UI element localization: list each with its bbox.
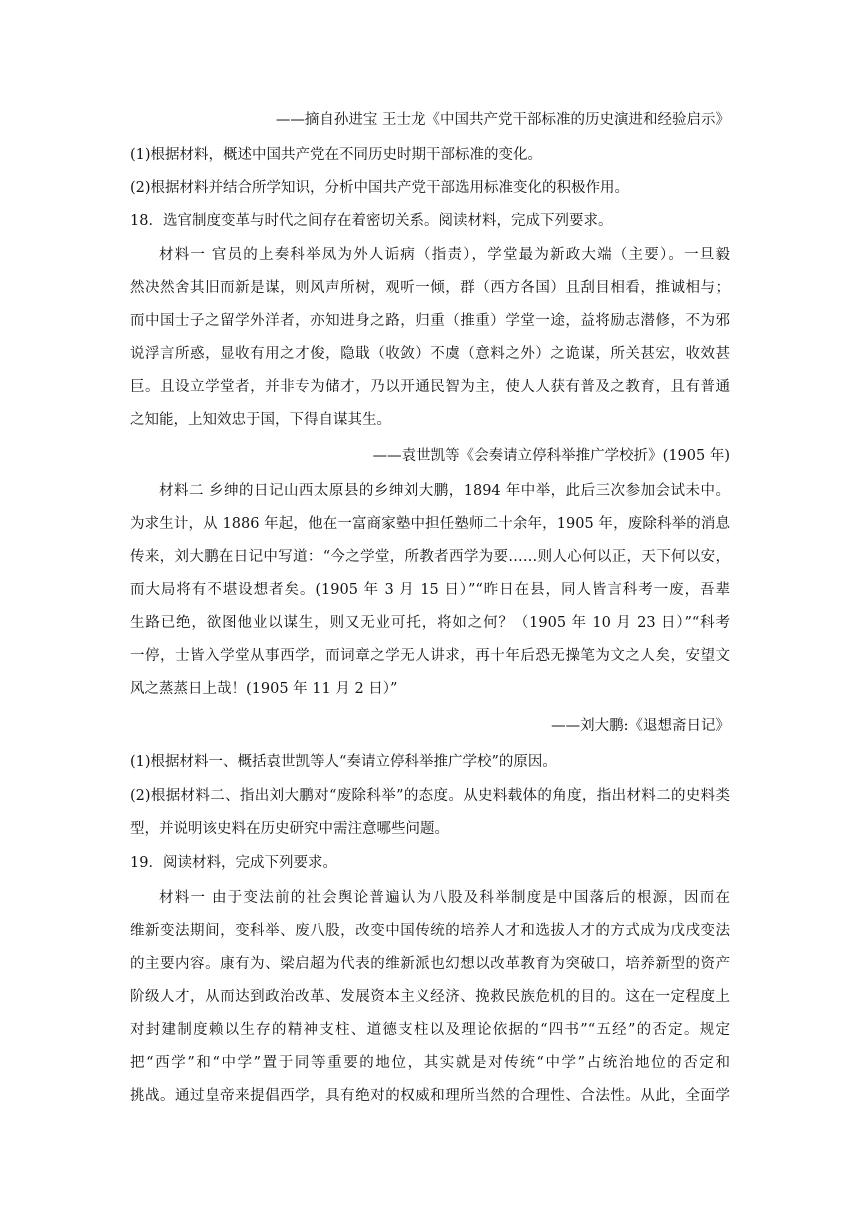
paragraph-line: 风之蒸蒸日上哉！(1905 年 11 月 2 日）”	[130, 681, 398, 697]
paragraph-line: 说浮言所惑，显收有用之才俊，隐戢（收敛）不虞（意料之外）之诡谋，所关甚宏，收效甚	[130, 346, 730, 362]
paragraph-line: 把“西学”和“中学”置于同等重要的地位，其实就是对传统“中学”占统治地位的否定和	[130, 1055, 730, 1071]
question-18-2-line2: 型，并说明该史料在历史研究中需注意哪些问题。	[130, 821, 449, 837]
question-18-2-line1: (2)根据材料二、指出刘大鹏对“废除科举”的态度。从史料载体的角度，指出材料二的史料类	[130, 788, 730, 804]
paragraph-line: 的主要内容。康有为、梁启超为代表的维新派也幻想以改革教育为突破口，培养新型的资产	[130, 956, 730, 972]
paragraph-line: 挑战。通过皇帝来提倡西学，具有绝对的权威和理所当然的合理性、合法性。从此，全面学	[130, 1088, 730, 1104]
paragraph-line: 材料二 乡绅的日记山西太原县的乡绅刘大鹏，1894 年中举，此后三次参加会试未中。	[159, 483, 730, 499]
paragraph-line: 巨。且设立学堂者，并非专为储才，乃以开通民智为主，使人人获有普及之教育，且有普通	[130, 379, 730, 395]
paragraph-line: 之知能，上知效忠于国，下得自谋其生。	[130, 412, 391, 428]
paragraph-line: 材料一 由于变法前的社会舆论普遍认为八股及科举制度是中国落后的根源，因而在	[159, 890, 730, 906]
paragraph-line: 而大局将有不堪设想者矣。(1905 年 3 月 15 日）”“昨日在县，同人皆言科考一废，吾辈	[130, 582, 730, 598]
paragraph-line: 一停，士皆入学堂从事西学，而词章之学无人讲求，再十年后恐无操笔为文之人矣，安望文	[130, 648, 730, 664]
paragraph-line: 生路已绝，欲图他业以谋生，则又无业可托，将如之何？（1905 年 10 月 23 日）”“科考	[130, 615, 730, 631]
question-17-1: (1)根据材料，概述中国共产党在不同历史时期干部标准的变化。	[130, 147, 543, 163]
paragraph-line: 维新变法期间，变科举、废八股，改变中国传统的培养人才和选拔人才的方式成为戊戌变法	[130, 923, 730, 939]
question-19-title: 19．阅读材料，完成下列要求。	[130, 855, 337, 871]
paragraph-line: 材料一 官员的上奏科举凤为外人诟病（指责），学堂最为新政大端（主要）。一旦毅	[159, 247, 730, 263]
paragraph-line: 对封建制度赖以生存的精神支柱、道德支柱以及理论依据的“四书”“五经”的否定。规定	[130, 1022, 730, 1038]
paragraph-line: 传来，刘大鹏在日记中写道：“今之学堂，所教者西学为要……则人心何以正，天下何以安，	[130, 549, 730, 565]
paragraph-line: 阶级人才，从而达到政治改革、发展资本主义经济、挽救民族危机的目的。这在一定程度上	[130, 989, 730, 1005]
question-17-2: (2)根据材料并结合所学知识，分析中国共产党干部选用标准变化的积极作用。	[130, 180, 630, 196]
source-citation-3: ——刘大鹏:《退想斋日记》	[551, 718, 730, 734]
paragraph-line: 然决然舍其旧而新是谋，则风声所树，观听一倾，群（西方各国）且刮目相看，推诚相与；	[130, 280, 730, 296]
paragraph-line: 而中国士子之留学外洋者，亦知进身之路，归重（推重）学堂一途，益将励志潜修，不为邪	[130, 313, 730, 329]
question-18-1: (1)根据材料一、概括袁世凯等人“奏请立停科举推广学校”的原因。	[130, 754, 557, 770]
source-citation-2: ——袁世凯等《会奏请立停科举推广学校折》(1905 年)	[372, 448, 730, 464]
source-citation-1: ——摘自孙进宝 王士龙《中国共产党干部标准的历史演进和经验启示》	[275, 112, 730, 128]
question-18-title: 18．选官制度变革与时代之间存在着密切关系。阅读材料，完成下列要求。	[130, 213, 613, 229]
paragraph-line: 为求生计，从 1886 年起，他在一富商家塾中担任塾师二十余年，1905 年，废除科举的消息	[130, 516, 730, 532]
